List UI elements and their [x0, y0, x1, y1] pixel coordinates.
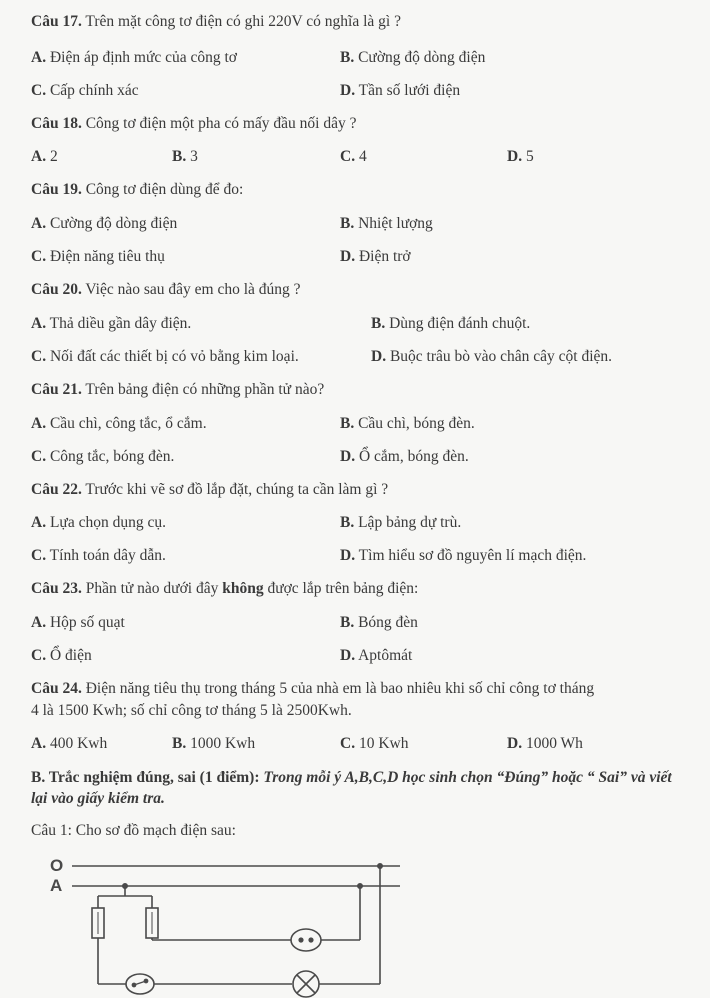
- question-label: Câu 18.: [31, 115, 82, 132]
- question-24-line2: [31, 702, 352, 720]
- question-label: Câu 17.: [31, 13, 82, 30]
- question-19: [31, 181, 243, 199]
- socket-symbol: [291, 929, 321, 951]
- section-b-instruction: Trong mỗi ý A,B,C,D học sinh chọn “Đúng” hoặc “ Sai” và viết lại vào giấy kiểm tra.: [31, 769, 672, 807]
- option-b: B. Nhiệt lượng: [340, 215, 433, 232]
- option-a: A. 400 Kwh: [31, 735, 108, 752]
- option-d: D. Ổ cắm, bóng đèn.: [340, 448, 469, 465]
- question-label: Câu 23.: [31, 580, 82, 597]
- option-a: A. Thả diều gần dây điện.: [31, 315, 192, 332]
- switch-symbol: [126, 974, 154, 994]
- option-a: A. Điện áp định mức của công tơ: [31, 49, 237, 66]
- option-b: B. 1000 Kwh: [172, 735, 256, 752]
- question-label: Câu 1: [31, 822, 68, 839]
- circuit-diagram: [40, 858, 410, 998]
- question-label: Câu 22.: [31, 481, 82, 498]
- option-b: B. Cầu chì, bóng đèn.: [340, 415, 475, 432]
- question-emphasis: không: [222, 580, 264, 597]
- question-text: Công tơ điện dùng để đo:: [81, 181, 244, 198]
- option-b: B. Lập bảng dự trù.: [340, 514, 462, 531]
- question-text: 4 là 1500 Kwh; số chỉ công tơ tháng 5 là 2500Kwh.: [31, 702, 352, 719]
- option-a: A. Hộp số quạt: [31, 614, 125, 631]
- option-b: B. Dùng điện đánh chuột.: [371, 315, 531, 332]
- question-21: [31, 381, 324, 399]
- question-label: Câu 19.: [31, 181, 82, 198]
- question-text: Việc nào sau đây em cho là đúng ?: [81, 281, 301, 298]
- question-text: Trên mặt công tơ điện có ghi 220V có nghĩa là gì ?: [81, 13, 401, 30]
- question-text: Điện năng tiêu thụ trong tháng 5 của nhà em là bao nhiêu khi số chỉ công tơ tháng: [81, 680, 595, 697]
- label-o: O: [50, 858, 64, 875]
- option-c: C. Tính toán dây dẫn.: [31, 547, 166, 564]
- option-d: D. Buộc trâu bò vào chân cây cột điện.: [371, 348, 613, 365]
- question-text: : Cho sơ đồ mạch điện sau:: [67, 822, 236, 839]
- question-text: Trước khi vẽ sơ đồ lắp đặt, chúng ta cần làm gì ?: [81, 481, 389, 498]
- option-a: A. 2: [31, 148, 58, 165]
- section-b-title: B. Trắc nghiệm đúng, sai (1 điểm):: [31, 769, 260, 786]
- option-c: C. Nối đất các thiết bị có vỏ bằng kim loại.: [31, 348, 299, 365]
- option-d: D. 1000 Wh: [507, 735, 583, 752]
- option-b: B. 3: [172, 148, 198, 165]
- option-a: A. Cầu chì, công tắc, ổ cắm.: [31, 415, 207, 432]
- question-text: được lắp trên bảng điện:: [263, 580, 419, 597]
- option-d: D. Tìm hiểu sơ đồ nguyên lí mạch điện.: [340, 547, 587, 564]
- option-d: D. Điện trở: [340, 248, 411, 265]
- question-text: Trên bảng điện có những phần tử nào?: [81, 381, 325, 398]
- option-a: A. Cường độ dòng điện: [31, 215, 178, 232]
- option-c: C. 4: [340, 148, 367, 165]
- option-b: B. Cường độ dòng điện: [340, 49, 486, 66]
- option-a: A. Lựa chọn dụng cụ.: [31, 514, 166, 531]
- option-c: C. Cấp chính xác: [31, 82, 139, 99]
- question-22: [31, 481, 388, 499]
- option-c: C. 10 Kwh: [340, 735, 409, 752]
- question-b1: [31, 822, 236, 840]
- option-c: C. Điện năng tiêu thụ: [31, 248, 165, 265]
- option-d: D. Tần số lưới điện: [340, 82, 461, 99]
- section-b: [31, 767, 691, 809]
- question-23: [31, 580, 418, 598]
- question-20: [31, 281, 301, 299]
- question-text: Công tơ điện một pha có mấy đầu nối dây ?: [81, 115, 357, 132]
- question-text: Phần tử nào dưới đây: [81, 580, 223, 597]
- option-d: D. Aptômát: [340, 647, 413, 664]
- option-c: C. Công tắc, bóng đèn.: [31, 448, 175, 465]
- question-label: Câu 21.: [31, 381, 82, 398]
- option-b: B. Bóng đèn: [340, 614, 418, 631]
- question-label: Câu 20.: [31, 281, 82, 298]
- option-c: C. Ổ điện: [31, 647, 92, 664]
- option-d: D. 5: [507, 148, 534, 165]
- question-24: [31, 680, 594, 698]
- question-label: Câu 24.: [31, 680, 82, 697]
- question-18: [31, 115, 356, 133]
- question-17: [31, 13, 401, 31]
- label-a: A: [50, 876, 63, 895]
